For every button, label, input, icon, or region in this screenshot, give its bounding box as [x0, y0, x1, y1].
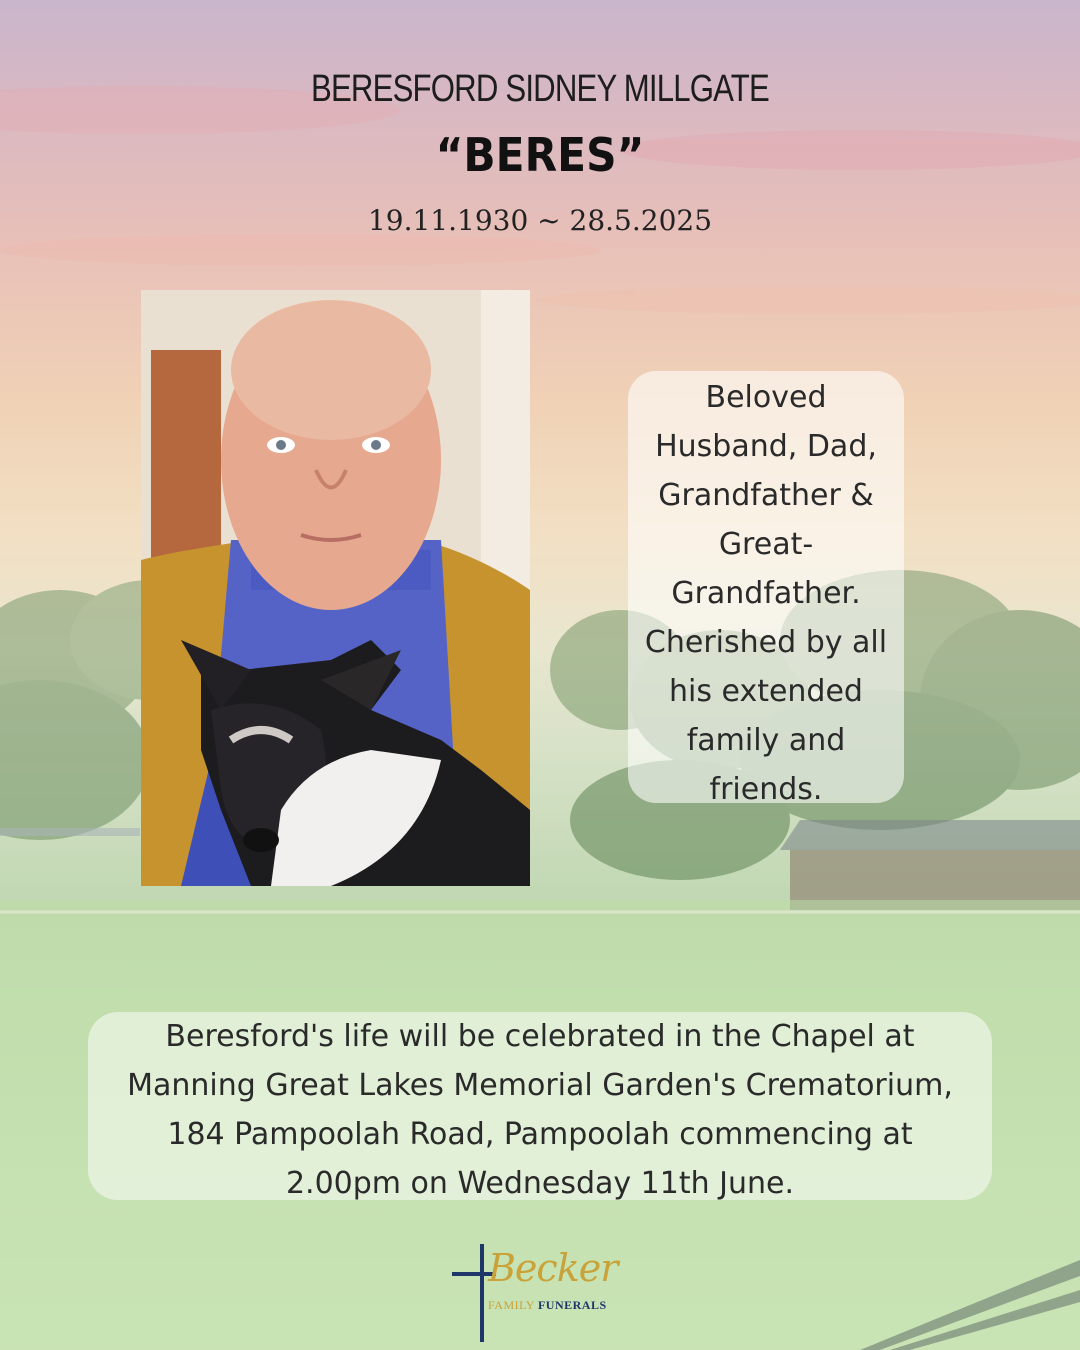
tribute-line: friends. [709, 772, 823, 807]
tribute-line: family and [686, 723, 846, 758]
becker-family-funerals-logo [448, 1240, 628, 1342]
service-line: 2.00pm on Wednesday 11th June. [285, 1166, 795, 1201]
tribute-message [628, 371, 904, 807]
logo-script-text: Becker [488, 1246, 618, 1290]
portrait-photo [141, 290, 530, 886]
logo-subtitle [488, 1298, 607, 1313]
deceased-nickname: “BERES” [435, 128, 645, 182]
logo-sub-gold: FAMILY [488, 1298, 535, 1312]
service-line: 184 Pampoolah Road, Pampoolah commencing at [167, 1117, 913, 1152]
service-line: Beresford's life will be celebrated in the Chapel at [165, 1019, 915, 1054]
logo-sub-navy: FUNERALS [537, 1298, 607, 1312]
tribute-line: Cherished by all [644, 625, 888, 660]
deceased-full-name: BERESFORD SIDNEY MILLGATE [311, 68, 769, 110]
service-details [88, 1012, 992, 1200]
tribute-line: his extended [669, 674, 863, 709]
tribute-line: Grandfather. [671, 576, 861, 611]
tribute-line: Husband, Dad, [655, 429, 877, 464]
tribute-line: Grandfather & [658, 478, 874, 513]
life-dates: 19.11.1930 ~ 28.5.2025 [367, 204, 713, 237]
service-line: Manning Great Lakes Memorial Garden's Crematorium, [127, 1068, 953, 1103]
tribute-line: Great- [718, 527, 814, 562]
tribute-line: Beloved [705, 380, 827, 415]
